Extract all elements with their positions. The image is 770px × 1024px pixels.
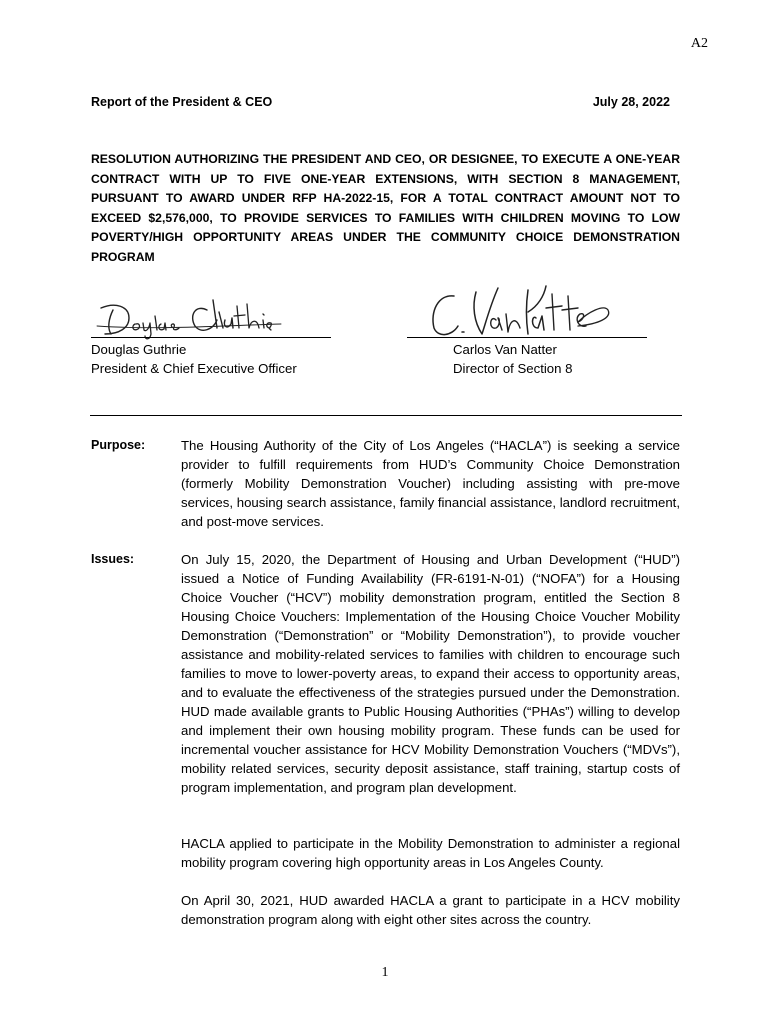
purpose-label: Purpose: (91, 438, 146, 452)
purpose-text: The Housing Authority of the City of Los Angeles (“HACLA”) is seeking a service provider to fulfill requirements from HUD’s Community Choice Demonstration (formerly Mobility Demonstration Voucher) including assisting with pre-move services, housing search assistance, family financial assistance, landlord recruitment, and post-move services. (181, 438, 680, 529)
signatory-2-title: Director of Section 8 (453, 361, 573, 376)
signatory-2-name: Carlos Van Natter (453, 342, 557, 357)
resolution-title: RESOLUTION AUTHORIZING THE PRESIDENT AND CEO, OR DESIGNEE, TO EXECUTE A ONE-YEAR CONTRACT WITH UP TO FIVE ONE-YEAR EXTENSIONS, WITH SECTION 8 MANAGEMENT, PURSUANT TO AWARD UNDER RFP HA-2022-15, FOR A TOTAL CONTRACT AMOUNT NOT TO EXCEED $2,576,000, TO PROVIDE SERVICES TO FAMILIES WITH CHILDREN MOVING TO LOW POVERTY/HIGH OPPORTUNITY AREAS UNDER THE COMMUNITY CHOICE DEMONSTRATION PROGRAM (91, 152, 680, 264)
issues-paragraph-2: HACLA applied to participate in the Mobility Demonstration to administer a regional mobility program covering high opportunity areas in Los Angeles County. (181, 836, 680, 870)
signature-line-2 (407, 337, 647, 338)
issues-paragraph-1: On July 15, 2020, the Department of Housing and Urban Development (“HUD”) issued a Notice of Funding Availability (FR-6191-N-01) (“NOFA”) for a Housing Choice Voucher (“HCV”) mobility demonstration program, entitled the Section 8 Housing Choice Vouchers: Implementation of the Housing Choice Voucher Mobility Demonstration (“Demonstration” or “Mobility Demonstration”), to provide voucher assistance and mobility-related services to families with children to encourage such families to move to lower-poverty areas, to expand their access to opportunity areas, and to evaluate the effectiveness of the strategies pursued under the Demonstration. HUD made available grants to Public Housing Authorities (“PHAs”) willing to develop and implement their own housing mobility program. These funds can be used for incremental voucher assistance for HCV Mobility Demonstration Vouchers (“MDVs”), mobility related services, security deposit assistance, staff training, startup costs of program implementation, and program plan development. (181, 552, 680, 795)
report-header: Report of the President & CEO (91, 95, 273, 109)
page-mark: A2 (690, 36, 708, 51)
section-divider (90, 415, 682, 416)
signature-douglas-guthrie (95, 296, 285, 340)
report-date: July 28, 2022 (592, 95, 670, 109)
signatory-1-name: Douglas Guthrie (91, 342, 187, 357)
signatory-1-title: President & Chief Executive Officer (91, 361, 297, 376)
signature-carlos-van-natter (428, 282, 618, 342)
signatory-2 (453, 340, 572, 378)
issues-paragraph-3: On April 30, 2021, HUD awarded HACLA a grant to participate in a HCV mobility demonstration program along with eight other sites across the country. (181, 893, 680, 927)
signature-line-1 (91, 337, 331, 338)
page-number: 1 (381, 965, 389, 980)
signatory-1 (91, 340, 297, 378)
issues-label: Issues: (91, 552, 135, 566)
